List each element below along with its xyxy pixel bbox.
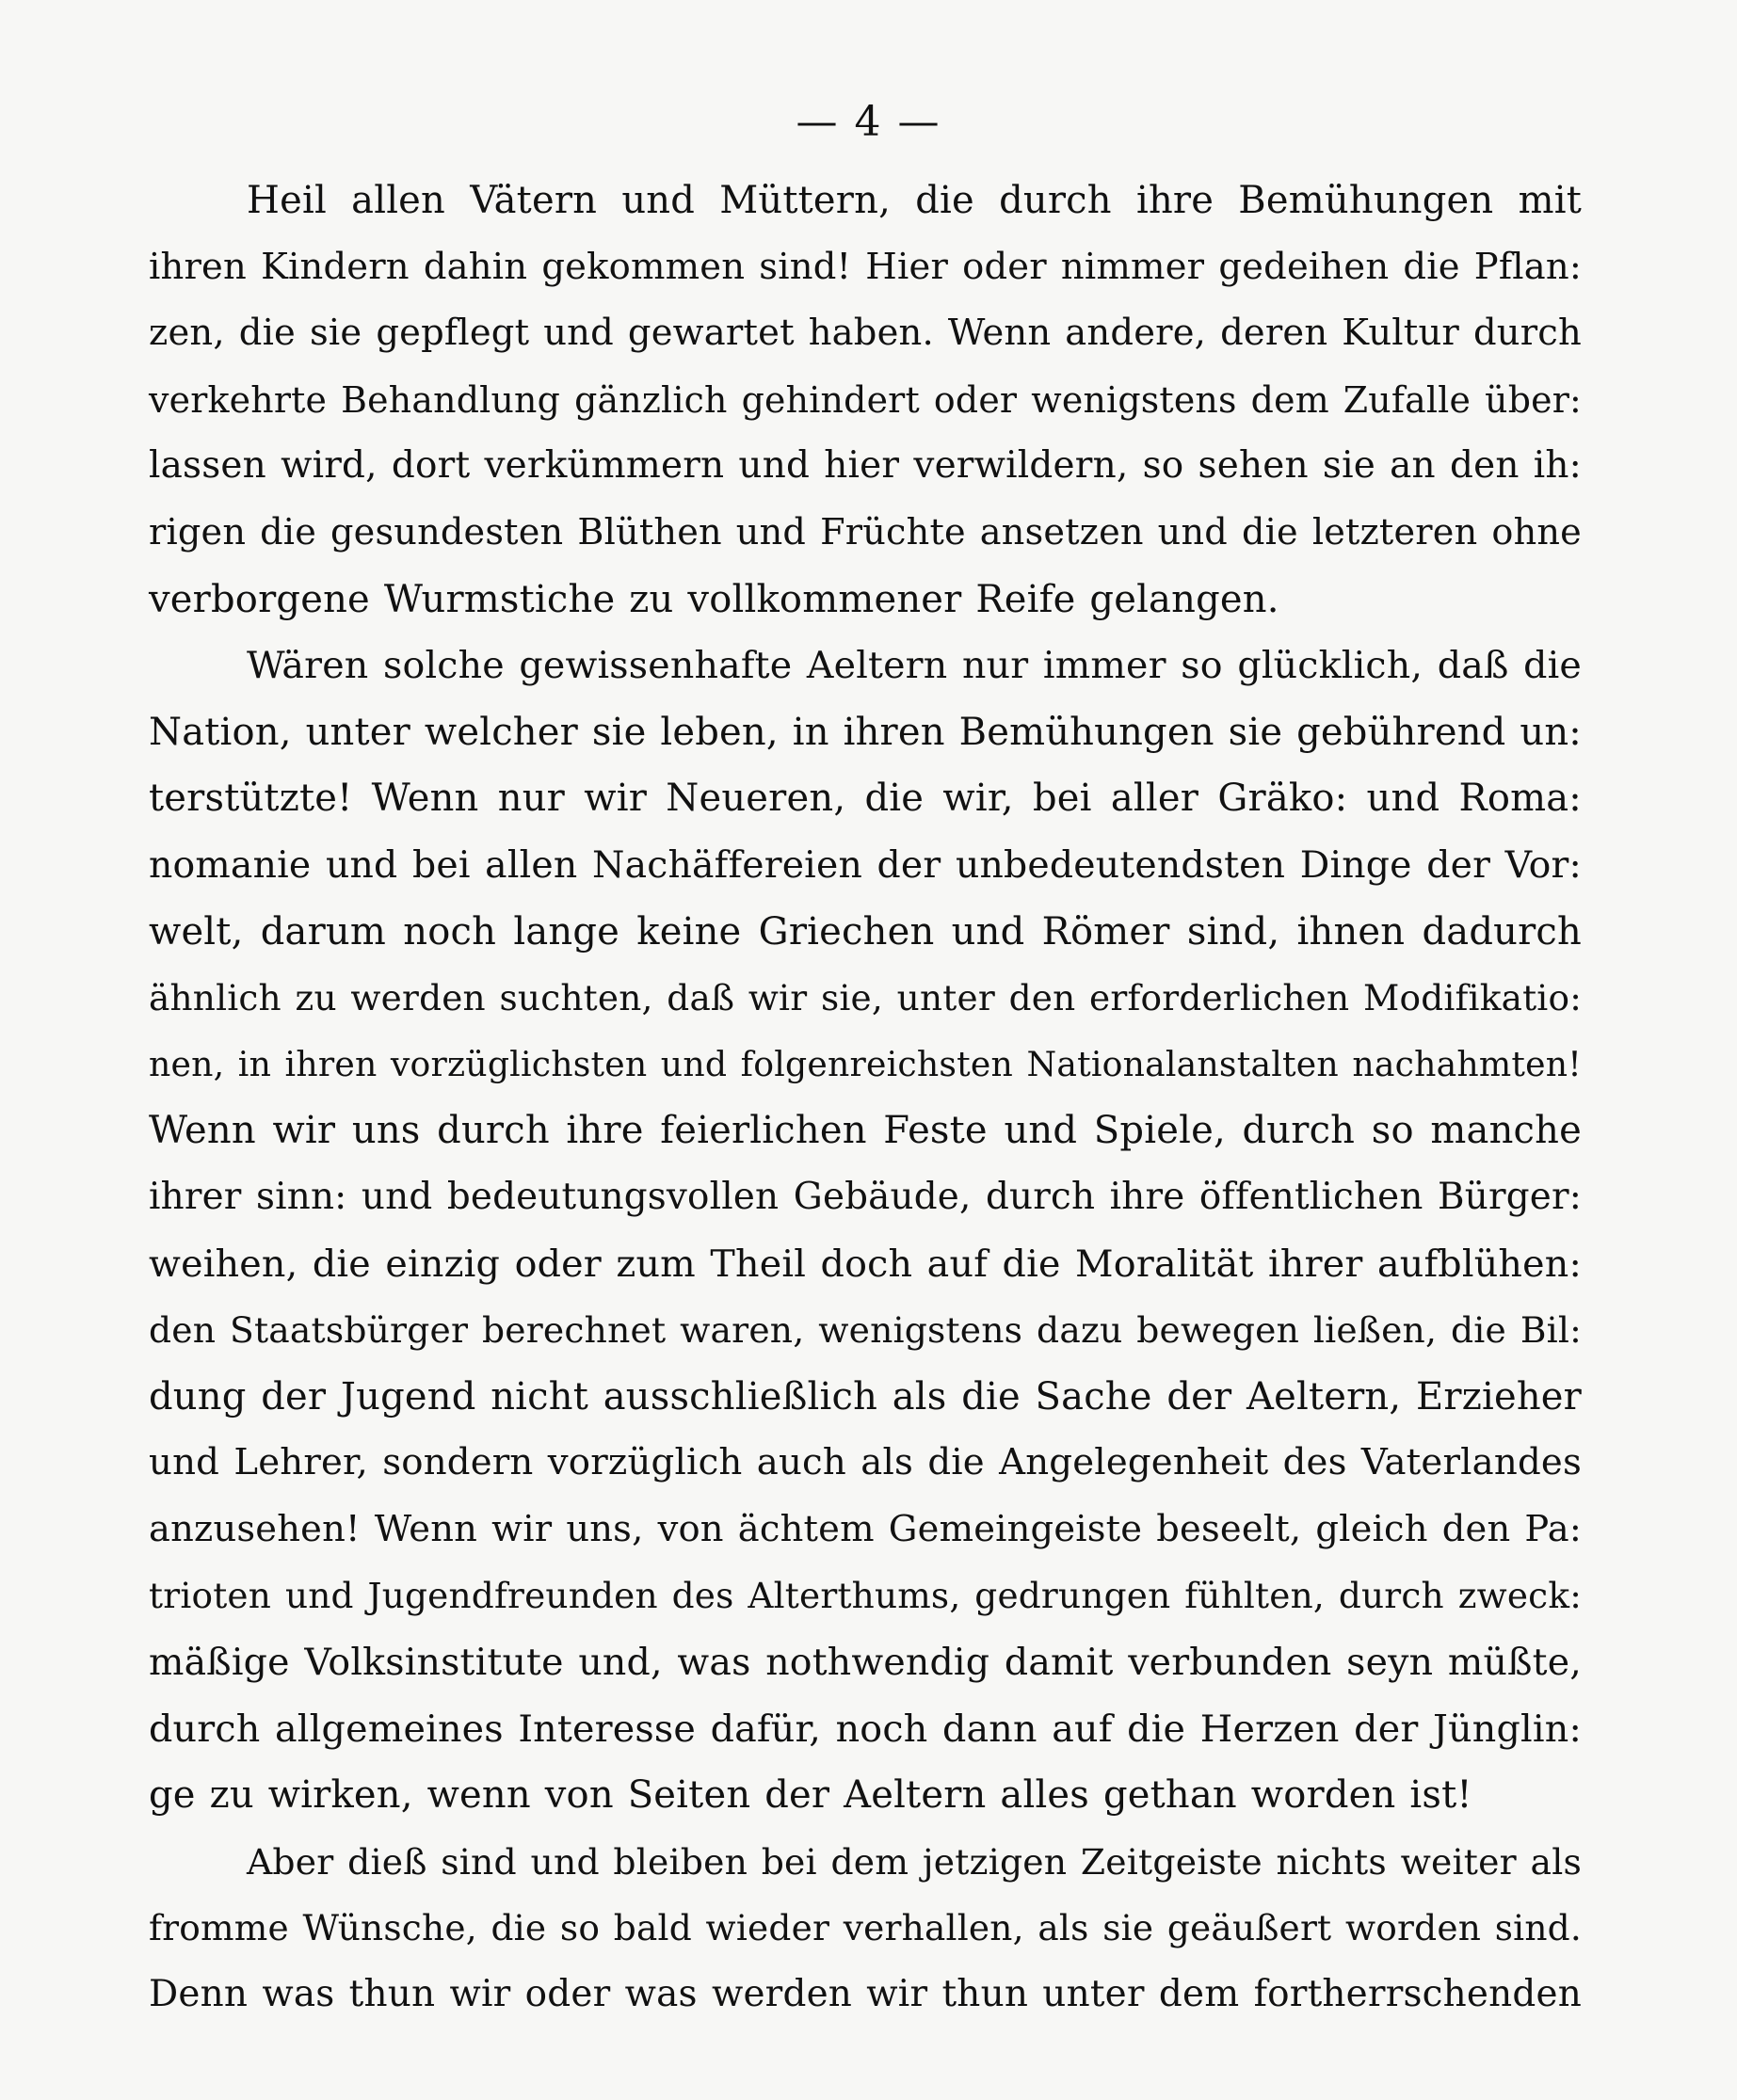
text-line: verborgene Wurmstiche zu vollkommener Reife gelangen. xyxy=(149,577,1279,621)
text-line: ge zu wirken, wenn von Seiten der Aeltern alles gethan worden ist! xyxy=(149,1773,1472,1818)
text-line: ähnlich zu werden suchten, daß wir sie, unter den erforderlichen Modifikatio: xyxy=(149,977,1582,1019)
text-line: Aber dieß sind und bleiben bei dem jetzigen Zeitgeiste nichts weiter als xyxy=(247,1840,1582,1883)
text-line: anzusehen! Wenn wir uns, von ächtem Gemeingeiste beseelt, gleich den Pa: xyxy=(149,1507,1582,1550)
text-line: Nation, unter welcher sie leben, in ihren Bemühungen sie gebührend un: xyxy=(149,710,1582,754)
page-number: — 4 — xyxy=(796,98,941,146)
text-line: den Staatsbürger berechnet waren, wenigstens dazu bewegen ließen, die Bil: xyxy=(149,1309,1582,1352)
text-line: rigen die gesundesten Blüthen und Früchte ansetzen und die letzteren ohne xyxy=(149,511,1582,553)
text-line: welt, darum noch lange keine Griechen und Römer sind, ihnen dadurch xyxy=(149,909,1582,954)
text-line: mäßige Volksinstitute und, was nothwendig damit verbunden seyn müßte, xyxy=(149,1641,1582,1685)
text-line: durch allgemeines Interesse dafür, noch dann auf die Herzen der Jünglin: xyxy=(149,1707,1582,1751)
text-line: Denn was thun wir oder was werden wir thun unter dem fortherrschenden xyxy=(149,1973,1582,2016)
text-line: terstützte! Wenn nur wir Neueren, die wir, bei aller Gräko: und Roma: xyxy=(149,777,1582,821)
text-line: fromme Wünsche, die so bald wieder verhallen, als sie geäußert worden sind. xyxy=(149,1907,1582,1949)
text-line: trioten und Jugendfreunden des Alterthums, gedrungen fühlten, durch zweck: xyxy=(149,1575,1582,1617)
text-line: und Lehrer, sondern vorzüglich auch als die Angelegenheit des Vaterlandes xyxy=(149,1441,1582,1484)
text-line: zen, die sie gepflegt und gewartet haben. Wenn andere, deren Kultur durch xyxy=(149,312,1582,355)
text-line: ihrer sinn: und bedeutungsvollen Gebäude, durch ihre öffentlichen Bürger: xyxy=(149,1175,1582,1218)
text-line: ihren Kindern dahin gekommen sind! Hier oder nimmer gedeihen die Pflan: xyxy=(149,245,1582,288)
text-line: weihen, die einzig oder zum Theil doch auf die Moralität ihrer aufblühen: xyxy=(149,1242,1582,1286)
body-text xyxy=(149,168,1582,2028)
text-line: verkehrte Behandlung gänzlich gehindert oder wenigstens dem Zufalle über: xyxy=(149,378,1582,421)
text-line: nomanie und bei allen Nachäffereien der unbedeutendsten Dinge der Vor: xyxy=(149,842,1582,887)
text-line: nen, in ihren vorzüglichsten und folgenreichsten Nationalanstalten nachahmten! xyxy=(149,1043,1582,1084)
text-line: lassen wird, dort verkümmern und hier verwildern, so sehen sie an den ih: xyxy=(149,444,1582,488)
text-line: Wären solche gewissenhafte Aeltern nur immer so glücklich, daß die xyxy=(247,644,1582,688)
text-line: Wenn wir uns durch ihre feierlichen Feste und Spiele, durch so manche xyxy=(149,1109,1582,1153)
text-line: Heil allen Vätern und Müttern, die durch ihre Bemühungen mit xyxy=(247,179,1582,222)
text-line: dung der Jugend nicht ausschließlich als die Sache der Aeltern, Erzieher xyxy=(149,1374,1582,1419)
